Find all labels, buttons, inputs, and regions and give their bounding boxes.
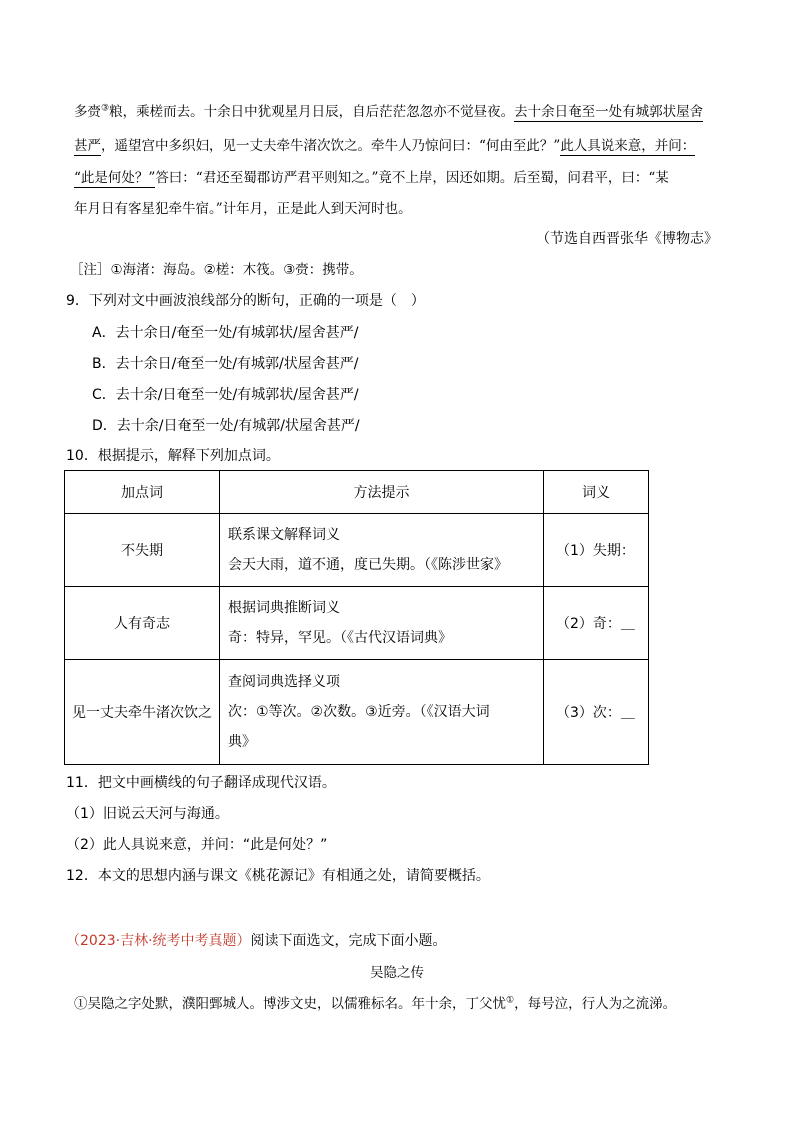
hint-line: 联系课文解释词义 (228, 527, 340, 543)
meaning-cell[interactable]: （3）次：＿ (544, 660, 649, 765)
table-header-row (65, 471, 649, 514)
source-tag: （2023·吉林·统考中考真题） (66, 933, 251, 949)
passage-line-3 (74, 166, 669, 186)
underlined-sentence: 此人具说来意，并问： (560, 138, 696, 154)
article-title: 吴隐之传 (370, 965, 424, 981)
word-cell: 不失期 (65, 514, 220, 587)
passage-line-4: 年月日有客星犯牵牛宿。”计年月，正是此人到天河时也。 (74, 201, 412, 217)
hint-cell (220, 514, 544, 587)
article-paragraph-1 (74, 992, 676, 1012)
question-9-stem: 9．下列对文中画波浪线部分的断句，正确的一项是（ ） (66, 293, 425, 309)
option-b[interactable]: B．去十余日/奄至一处/有城郭/状屋舍甚严/ (92, 356, 359, 372)
header-cell: 加点词 (65, 471, 220, 514)
word-cell: 人有奇志 (65, 587, 220, 660)
section-instruction: 阅读下面选文，完成下面小题。 (250, 933, 447, 949)
question-11-item-1: （1）旧说云天河与海通。 (66, 806, 229, 822)
paragraph-text: ，每号泣，行人为之流涕。 (514, 996, 677, 1012)
underlined-sentence: “此是何处？” (74, 170, 156, 186)
paragraph-text: ①吴隐之字处默，濮阳鄄城人。博涉文史，以儒雅标名。年十余，丁父忧 (74, 996, 506, 1012)
hint-line: 根据词典推断词义 (228, 600, 340, 616)
section-intro (66, 930, 447, 950)
option-a[interactable]: A．去十余日/奄至一处/有城郭状/屋舍甚严/ (92, 325, 359, 341)
option-c[interactable]: C．去十余/日奄至一处/有城郭状/屋舍甚严/ (92, 387, 359, 403)
word-cell: 见一丈夫牵牛渚次饮之 (65, 660, 220, 765)
hint-line: 次：①等次。②次数。③近旁。（《汉语大词 (228, 704, 490, 720)
footnote-marker: ① (506, 995, 515, 1006)
passage-text: 粮，乘槎而去。十余日中犹观星月日辰，自后茫茫忽忽亦不觉昼夜。 (109, 104, 515, 120)
passage-line-1 (74, 100, 703, 120)
option-d[interactable]: D．去十余/日奄至一处/有城郭/状屋舍甚严/ (92, 418, 360, 434)
word-meaning-table (64, 470, 649, 765)
meaning-cell[interactable]: （1）失期： (544, 514, 649, 587)
question-12-stem: 12．本文的思想内涵与课文《桃花源记》有相通之处，请简要概括。 (66, 868, 490, 884)
hint-line: 查阅词典选择义项 (228, 674, 340, 690)
wavy-underlined-text: 去十余日奄至一处有城郭状屋舍 (514, 104, 704, 120)
hint-line: 奇：特异，罕见。（《古代汉语词典》 (228, 630, 452, 646)
hint-line: 典》 (228, 734, 256, 750)
annotation-note: ［注］①海渚：海岛。②槎：木筏。③赍：携带。 (70, 262, 363, 278)
passage-text: ，遥望宫中多织妇，见一丈夫牵牛渚次饮之。牵牛人乃惊问曰：“何由至此？” (101, 138, 561, 154)
header-cell: 词义 (544, 471, 649, 514)
question-11-stem: 11．把文中画横线的句子翻译成现代汉语。 (66, 775, 336, 791)
passage-line-2 (74, 134, 695, 154)
passage-text: 多赍 (74, 104, 101, 120)
hint-cell (220, 587, 544, 660)
source-citation: （节选自西晋张华《博物志》 (536, 231, 718, 247)
meaning-cell[interactable]: （2）奇：＿ (544, 587, 649, 660)
table-row (65, 514, 649, 587)
wavy-underlined-text: 甚严 (74, 138, 101, 154)
hint-line: 会天大雨，道不通，度已失期。（《陈涉世家》 (228, 557, 508, 573)
table-row (65, 660, 649, 765)
hint-cell (220, 660, 544, 765)
header-cell: 方法提示 (220, 471, 544, 514)
table-row (65, 587, 649, 660)
question-11-item-2: （2）此人具说来意，并问：“此是何处？” (66, 837, 328, 853)
passage-text: 答曰：“君还至蜀郡访严君平则知之。”竟不上岸，因还如期。后至蜀，问君平，曰：“某 (155, 170, 669, 186)
footnote-marker: ③ (101, 103, 110, 114)
question-10-stem: 10．根据提示，解释下列加点词。 (66, 448, 280, 464)
